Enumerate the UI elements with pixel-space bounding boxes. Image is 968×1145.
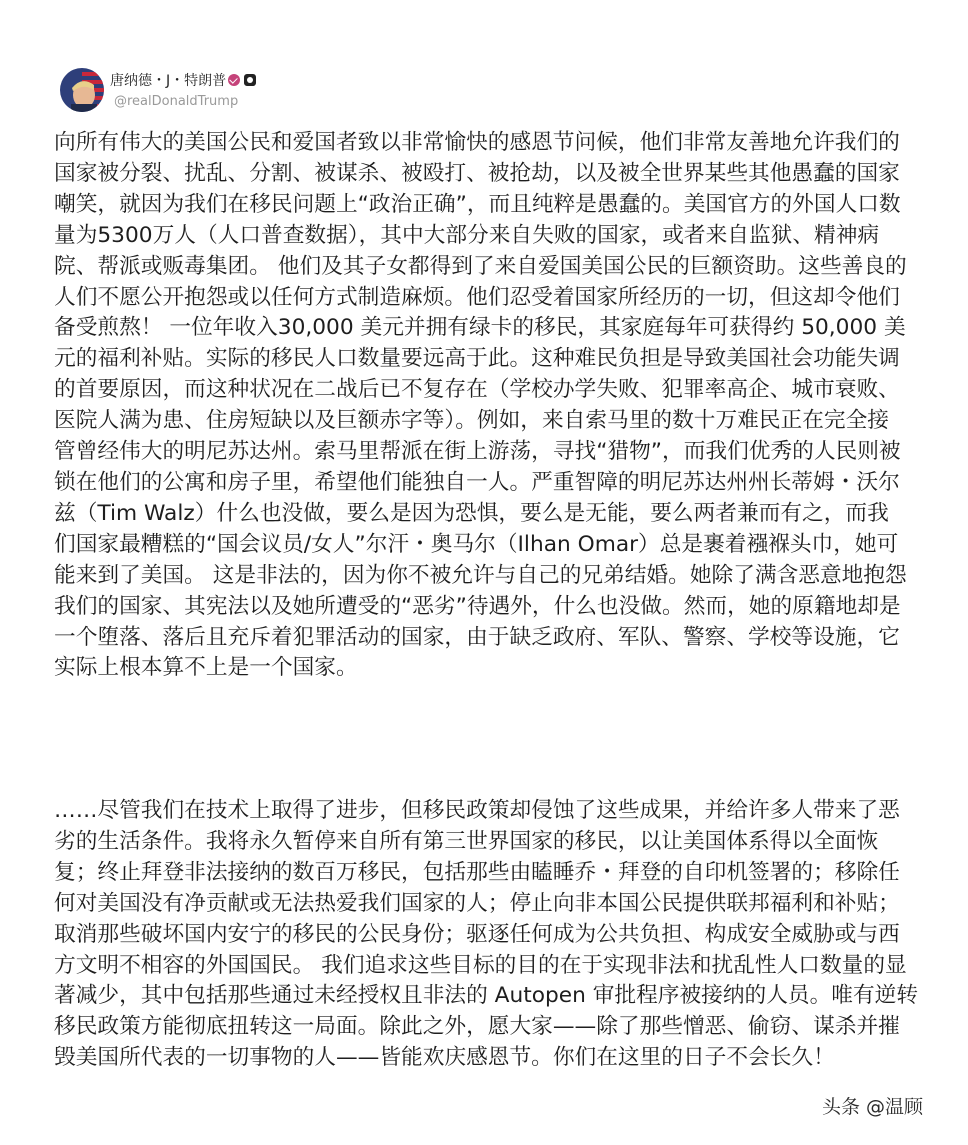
post-body-paragraph-2: ……尽管我们在技术上取得了进步，但移民政策却侵蚀了这些成果，并给许多人带来了恶劣的生活条件。我将永久暂停来自所有第三世界国家的移民，以让美国体系得以全面恢复；终止拜登非法接纳的数百万移民，包括那些由瞌睡乔・拜登的自印机签署的；移除任何对美国没有净贡献或无法热爱我们国家的人；停止向非本国公民提供联邦福利和补贴；取消那些破坏国内安宁的移民的公民身份；驱逐任何成为公共负担、构成安全威胁或与西方文明不相容的外国国民。 我们追求这些目标的目的在于实现非法和扰乱性人口数量的显著减少，其中包括那些通过未经授权且非法的 Autopen 审批程序被接纳的人员。唯有逆转移民政策方能彻底扭转这一局面。除此之外，愿大家——除了那些憎恶、偷窃、谋杀并摧毁美国所代表的一切事物的人——皆能欢庆感恩节。你们在这里的日子不会长久！ (54, 798, 919, 1071)
post-body-paragraph-1: 向所有伟大的美国公民和爱国者致以非常愉快的感恩节问候，他们非常友善地允许我们的国家被分裂、扰乱、分割、被谋杀、被殴打、被抢劫，以及被全世界某些其他愚蠢的国家嘲笑，就因为我们在移民问题上“政治正确”，而且纯粹是愚蠢的。美国官方的外国人口数量为5300万人（人口普查数据），其中大部分来自失败的国家，或者来自监狱、精神病院、帮派或贩毒集团。 他们及其子女都得到了来自爱国美国公民的巨额资助。这些善良的人们不愿公开抱怨或以任何方式制造麻烦。他们忍受着国家所经历的一切，但这却令他们备受煎熬！ 一位年收入30,000 美元并拥有绿卡的移民，其家庭每年可获得约 50,000 美元的福利补贴。实际的移民人口数量要远高于此。这种难民负担是导致美国社会功能失调的首要原因，而这种状况在二战后已不复存在（学校办学失败、犯罪率高企、城市衰败、医院人满为患、住房短缺以及巨额赤字等）。例如，来自索马里的数十万难民正在完全接管曾经伟大的明尼苏达州。索马里帮派在街上游荡，寻找“猎物”，而我们优秀的人民则被锁在他们的公寓和房子里，希望他们能独自一人。严重智障的明尼苏达州州长蒂姆・沃尔兹（Tim Walz）什么也没做，要么是因为恐惧，要么是无能，要么两者兼而有之，而我们国家最糟糕的“国会议员/女人”尔汗・奥马尔（Ilhan Omar）总是裹着襁褓头巾，她可能来到了美国。 这是非法的，因为你不被允许与自己的兄弟结婚。她除了满含恶意地抱怨我们的国家、其宪法以及她所遭受的“恶劣”待遇外，什么也没做。然而，她的原籍地却是一个堕落、落后且充斥着犯罪活动的国家，由于缺乏政府、军队、警察、学校等设施，它实际上根本算不上是一个国家。 (54, 130, 907, 681)
government-account-icon (244, 74, 256, 86)
author-name-row (110, 72, 256, 90)
author-handle[interactable]: @realDonaldTrump (114, 94, 239, 109)
source-watermark: 头条 @温顾 (822, 1096, 924, 1118)
verified-badge-icon (228, 74, 240, 86)
profile-avatar-icon[interactable] (60, 68, 104, 112)
author-display-name[interactable]: 唐纳德・J・特朗普 (110, 73, 227, 89)
